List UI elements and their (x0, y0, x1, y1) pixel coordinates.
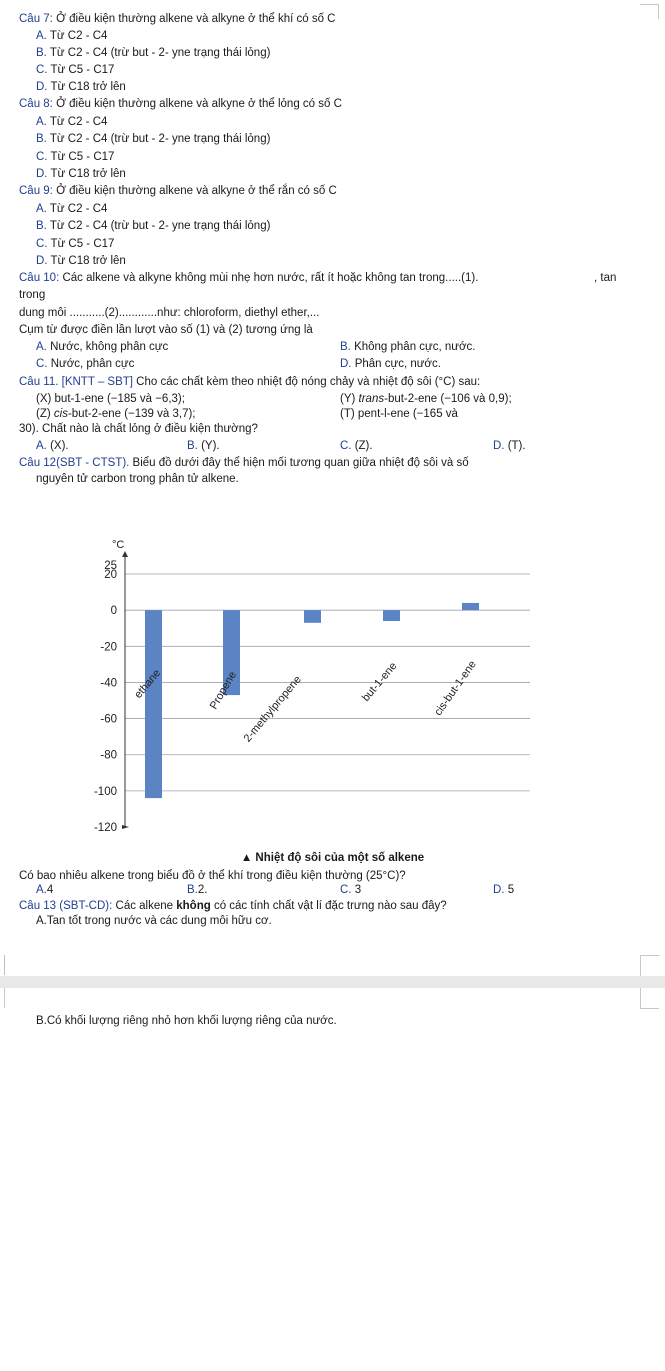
q9-text: Ở điều kiện thường alkene và alkyne ở thể rắn có số C (52, 185, 337, 197)
q12-stem (19, 457, 469, 470)
q8-text: Ở điều kiện thường alkene và alkyne ở thể lỏng có số C (52, 98, 342, 110)
option-text: (T). (504, 440, 526, 452)
q13-option-b[interactable]: B.Có khối lượng riêng nhỏ hơn khối lượng riêng của nước. (36, 1015, 337, 1027)
q11-compound-z (36, 408, 196, 421)
page-corner-marker (640, 988, 659, 1009)
page-2 (0, 988, 665, 1371)
option-text: Nước, không phân cực (46, 341, 169, 353)
q11-question: 30). Chất nào là chất lỏng ở điều kiện thường? (19, 423, 258, 435)
option-text: (Y). (197, 440, 220, 452)
q11-option-b[interactable] (187, 440, 220, 453)
q13-text-pre: Các alkene (112, 900, 177, 912)
category-label: 2-methylpropene (241, 673, 304, 745)
category-label: cis-but-1-ene (432, 658, 479, 719)
q12-label: Câu 12(SBT - CTST). (19, 457, 130, 469)
page-corner-marker (640, 955, 659, 976)
y-tick-label: 25 (104, 560, 117, 572)
option-text: Từ C5 - C17 (47, 64, 115, 76)
option-text: Từ C5 - C17 (47, 238, 115, 250)
option-letter: C. (340, 884, 352, 896)
page-corner-marker (640, 4, 659, 19)
option-letter: D. (493, 884, 505, 896)
q12-option-b[interactable] (187, 884, 207, 897)
q12-option-c[interactable] (340, 884, 361, 897)
y-tick-label: -100 (93, 785, 117, 798)
q10-stem-line4: Cụm từ được điền lần lượt vào số (1) và (2) tương ứng là (19, 324, 313, 336)
q10-option-c[interactable] (36, 358, 134, 371)
page-corner-marker (0, 955, 5, 975)
q9-option-a[interactable] (36, 203, 107, 216)
option-text: Từ C5 - C17 (47, 151, 115, 163)
option-text: Từ C2 - C4 (46, 116, 108, 128)
q11-compound-t: (T) pent-l-ene (−165 và (340, 408, 458, 420)
q11-option-c[interactable] (340, 440, 373, 453)
option-letter: D. (340, 358, 352, 370)
bar-2-methylpropene (304, 610, 321, 623)
y-tick-label: 0 (110, 605, 117, 618)
q13-text-post: có các tính chất vật lí đặc trưng nào sau đây? (210, 900, 447, 912)
option-text: Từ C18 trở lên (47, 81, 126, 93)
q8-stem (19, 98, 342, 111)
compound-italic: trans (358, 393, 385, 405)
q9-option-c[interactable] (36, 238, 114, 251)
q12-option-a[interactable] (36, 884, 53, 897)
option-letter: B. (36, 47, 47, 59)
q7-option-a[interactable] (36, 30, 107, 43)
q13-option-a[interactable]: A.Tan tốt trong nước và các dung môi hữu cơ. (36, 915, 272, 927)
option-letter: B. (340, 341, 351, 353)
q9-stem (19, 185, 337, 198)
option-text: Từ C18 trở lên (47, 168, 126, 180)
y-tick-label: -120 (93, 822, 117, 834)
q7-stem (19, 13, 336, 26)
q9-label: Câu 9: (19, 185, 53, 197)
q12-question: Có bao nhiêu alkene trong biểu đồ ở thể khí trong điều kiện thường (25°C)? (19, 870, 406, 882)
option-letter: C. (36, 151, 48, 163)
q7-text: Ở điều kiện thường alkene và alkyne ở thể khí có số C (52, 13, 336, 25)
option-letter: B. (36, 133, 47, 145)
category-label: ethane (132, 667, 164, 701)
q10-line1-tail: , tan (594, 272, 617, 284)
option-letter: C. (340, 440, 352, 452)
q12-option-d[interactable] (493, 884, 514, 897)
chart-title: ▲ Nhiệt độ sôi của một số alkene (240, 852, 425, 864)
compound-prefix: (Y) (340, 393, 359, 405)
q8-label: Câu 8: (19, 98, 53, 110)
y-tick-label: -20 (100, 641, 117, 654)
option-text: 2. (197, 884, 208, 896)
option-text: Từ C2 - C4 (trừ but - 2- yne trạng thái lỏng) (46, 47, 271, 59)
q11-label: Câu 11. [KNTT – SBT] (19, 376, 133, 388)
option-letter: A. (36, 116, 47, 128)
option-text: Từ C2 - C4 (trừ but - 2- yne trạng thái lỏng) (46, 133, 271, 145)
q11-text: Cho các chất kèm theo nhiệt độ nóng chảy và nhiệt độ sôi (°C) sau: (132, 376, 481, 388)
option-letter: D. (36, 81, 48, 93)
compound-rest: -but-2-ene (−139 và 3,7); (67, 408, 196, 420)
category-label: but-1-ene (359, 660, 400, 704)
option-letter: C. (36, 64, 48, 76)
q9-option-b[interactable] (36, 220, 270, 233)
option-letter: A. (36, 884, 47, 896)
y-tick-label: -40 (100, 677, 117, 690)
bar-cis-but-1-ene (462, 603, 479, 610)
q12-text: Biểu đồ dưới đây thể hiện mối tương quan giữa nhiệt độ sôi và số (129, 457, 469, 469)
option-text: 4 (46, 884, 54, 896)
option-letter: C. (36, 238, 48, 250)
q10-stem-line1 (19, 272, 478, 285)
option-letter: B. (187, 884, 198, 896)
option-letter: B. (187, 440, 198, 452)
option-letter: A. (36, 341, 47, 353)
q8-option-d[interactable] (36, 168, 126, 181)
option-text: (Z). (351, 440, 373, 452)
y-tick-label: -60 (100, 713, 117, 726)
option-text: Từ C2 - C4 (46, 30, 108, 42)
y-tick-label: 20 (104, 569, 117, 582)
q7-option-c[interactable] (36, 64, 114, 77)
q11-option-a[interactable] (36, 440, 69, 453)
y-axis-arrow (122, 551, 128, 557)
option-letter: A. (36, 440, 47, 452)
option-text: Không phân cực, nước. (350, 341, 476, 353)
compound-prefix: (Z) (36, 408, 54, 420)
q8-option-a[interactable] (36, 116, 107, 129)
y-axis-unit-label: °C (112, 539, 125, 551)
q11-compound-y (340, 393, 512, 406)
page-corner-marker (0, 988, 5, 1008)
option-text: 5 (504, 884, 515, 896)
bar-ethane (145, 610, 162, 798)
q10-stem-line3: dung môi ...........(2)............như: chloroform, diethyl ether,... (19, 307, 320, 319)
option-letter: C. (36, 358, 48, 370)
option-text: 3 (351, 884, 362, 896)
option-letter: D. (36, 255, 48, 267)
q11-stem (19, 376, 480, 389)
option-text: Từ C2 - C4 (trừ but - 2- yne trạng thái lỏng) (46, 220, 271, 232)
q7-option-d[interactable] (36, 81, 126, 94)
q10-option-b[interactable] (340, 341, 475, 354)
q11-compound-x: (X) but-1-ene (−185 và −6,3); (36, 393, 185, 405)
q7-label: Câu 7: (19, 13, 53, 25)
y-tick-label: -80 (100, 749, 117, 762)
q12-stem-line2: nguyên tử carbon trong phân tử alkene. (36, 473, 239, 485)
option-text: Từ C2 - C4 (46, 203, 108, 215)
q8-option-c[interactable] (36, 151, 114, 164)
q7-option-b[interactable] (36, 47, 270, 60)
option-text: Từ C18 trở lên (47, 255, 126, 267)
q10-stem-line2: trong (19, 289, 46, 301)
option-letter: D. (493, 440, 505, 452)
option-letter: B. (36, 220, 47, 232)
bar-but-1-ene (383, 610, 400, 621)
q13-stem (19, 900, 447, 913)
option-text: (X). (46, 440, 69, 452)
q10-option-a[interactable] (36, 341, 168, 354)
page-separator (0, 976, 665, 988)
q8-option-b[interactable] (36, 133, 270, 146)
compound-italic: cis (53, 408, 68, 420)
q13-label: Câu 13 (SBT-CD): (19, 900, 113, 912)
compound-rest: -but-2-ene (−106 và 0,9); (384, 393, 512, 405)
option-text: Phân cực, nước. (351, 358, 441, 370)
q10-text: Các alkene và alkyne không mùi nhẹ hơn nước, rất ít hoặc không tan trong.....(1). (59, 272, 479, 284)
option-letter: A. (36, 203, 47, 215)
q10-option-d[interactable] (340, 358, 441, 371)
q9-option-d[interactable] (36, 255, 126, 268)
q13-text-bold: không (176, 900, 211, 912)
boiling-point-chart (0, 520, 665, 850)
option-letter: A. (36, 30, 47, 42)
option-letter: D. (36, 168, 48, 180)
q10-label: Câu 10: (19, 272, 60, 284)
category-label: Propene (207, 669, 239, 712)
option-text: Nước, phân cực (47, 358, 135, 370)
q11-option-d[interactable] (493, 440, 526, 453)
